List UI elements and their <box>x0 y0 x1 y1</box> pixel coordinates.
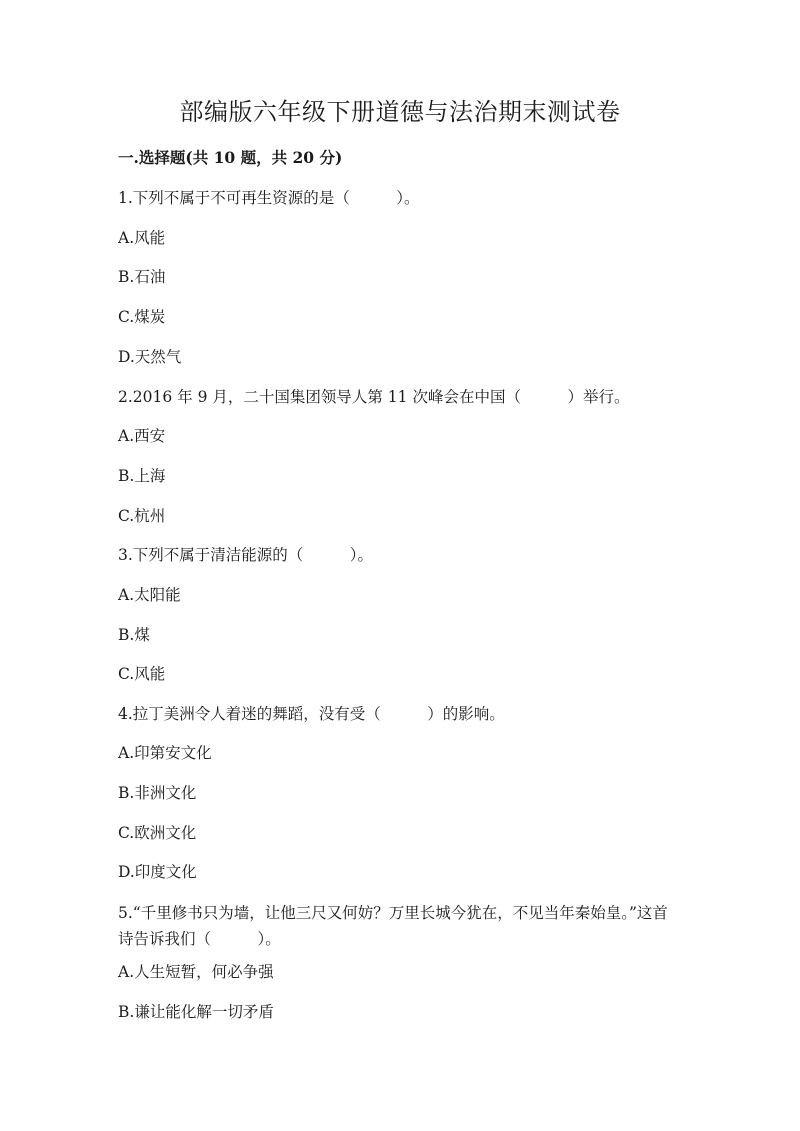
question-1-option-d: D.天然气 <box>118 348 182 366</box>
question-2-option-a: A.西安 <box>118 427 166 445</box>
question-3-option-b: B.煤 <box>118 626 150 644</box>
question-5-stem: 5.“千里修书只为墙，让他三尺又何妨？万里长城今犹在，不见当年秦始皇。”这首诗告诉我们（ ）。 <box>118 904 668 948</box>
question-3-option-c: C.风能 <box>118 665 166 683</box>
question-1-stem: 1.下列不属于不可再生资源的是（ ）。 <box>118 189 420 207</box>
question-3-option-a: A.太阳能 <box>118 586 181 604</box>
question-1-option-b: B.石油 <box>118 268 166 286</box>
question-4-option-b: B.非洲文化 <box>118 784 197 802</box>
question-4-option-d: D.印度文化 <box>118 863 197 881</box>
question-1-option-c: C.煤炭 <box>118 308 166 326</box>
question-4-option-c: C.欧洲文化 <box>118 824 197 842</box>
question-4-stem: 4.拉丁美洲令人着迷的舞蹈，没有受（ ）的影响。 <box>118 705 505 723</box>
page-title: 部编版六年级下册道德与法治期末测试卷 <box>179 98 621 126</box>
section-heading: 一.选择题(共 10 题，共 20 分) <box>118 148 343 167</box>
question-3-stem: 3.下列不属于清洁能源的（ ）。 <box>118 546 374 564</box>
question-5-option-a: A.人生短暂，何必争强 <box>118 963 274 981</box>
question-4-option-a: A.印第安文化 <box>118 744 212 762</box>
question-2-stem: 2.2016 年 9 月，二十国集团领导人第 11 次峰会在中国（ ）举行。 <box>118 388 630 406</box>
question-1-option-a: A.风能 <box>118 229 166 247</box>
question-5-option-b: B.谦让能化解一切矛盾 <box>118 1003 274 1021</box>
question-2-option-b: B.上海 <box>118 467 166 485</box>
question-2-option-c: C.杭州 <box>118 507 166 525</box>
